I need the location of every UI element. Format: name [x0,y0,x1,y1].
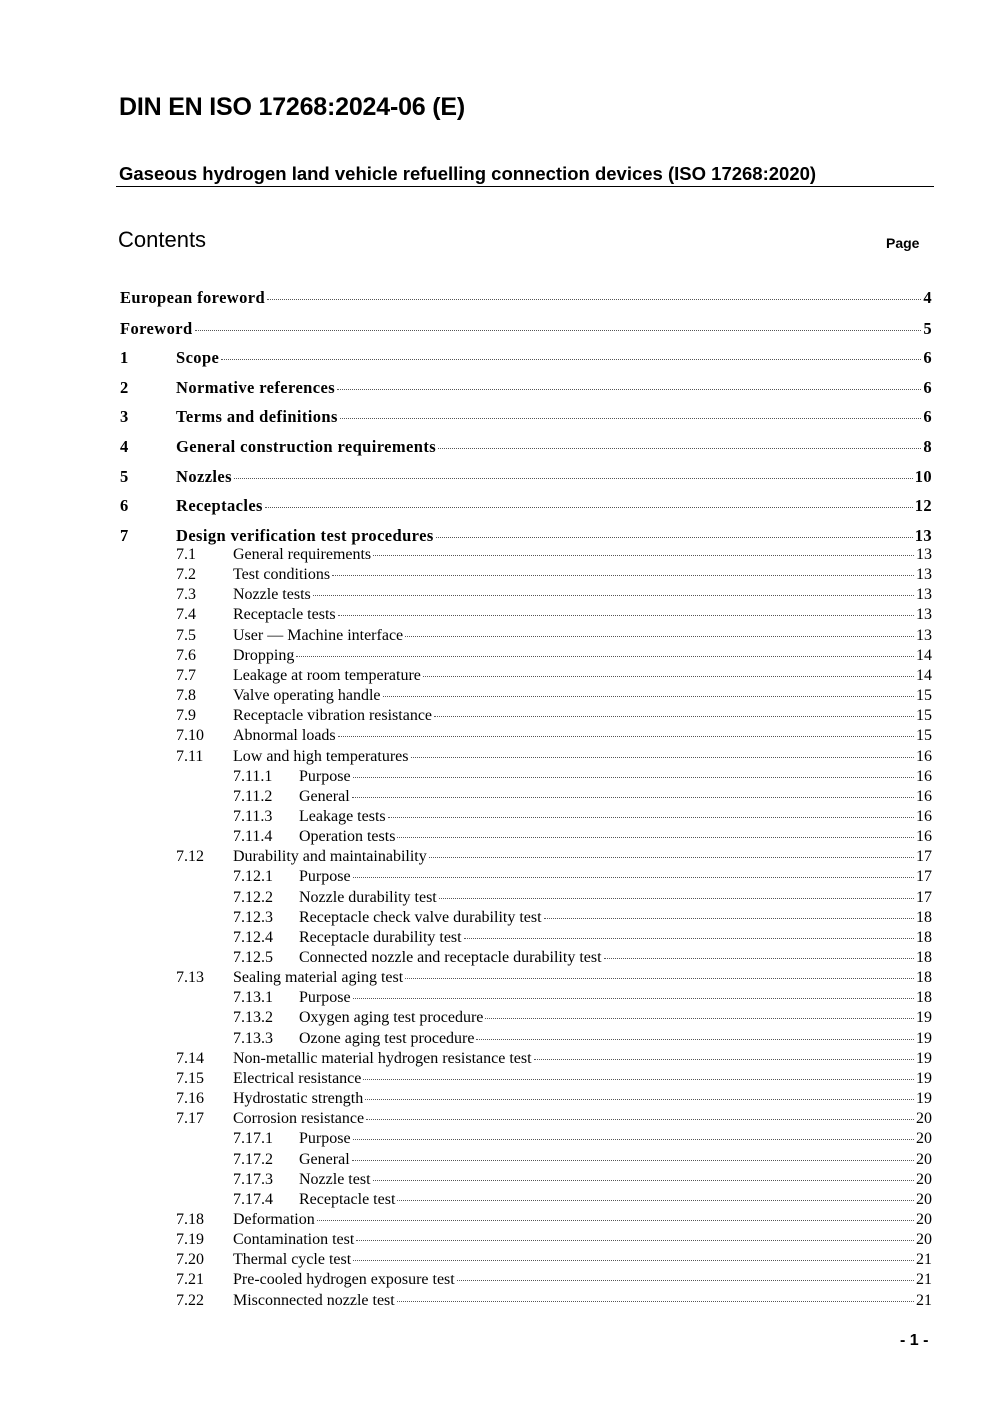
toc-entry[interactable] [233,868,932,886]
dot-leader [265,507,913,508]
toc-entry-title: Receptacle vibration resistance [233,707,433,725]
toc-entry-title: General requirements [233,546,372,563]
toc-entry[interactable] [233,1029,932,1048]
dot-leader [439,898,914,899]
toc-entry[interactable] [176,566,932,584]
toc-entry-number: 6 [120,496,129,515]
toc-entry[interactable] [233,888,932,907]
toc-entry-title: Sealing material aging test [233,969,404,987]
toc-entry-number: 3 [120,407,129,426]
toc-entry-page: 16 [916,787,932,805]
toc-entry[interactable] [120,526,932,546]
toc-entry[interactable] [176,1069,932,1088]
toc-entry-title: Hydrostatic strength [233,1090,364,1108]
toc-entry-number: 7.2 [176,566,196,584]
toc-entry-number: 7.12.2 [233,888,273,906]
toc-entry-title: General [299,1150,350,1168]
toc-entry[interactable] [176,586,932,604]
toc-entry-page: 19 [916,1090,932,1108]
toc-entry-title: General [299,787,350,805]
toc-entry[interactable] [176,969,932,987]
document-subtitle: Gaseous hydrogen land vehicle refuelling connection devices (ISO 17268:2020) [119,163,817,184]
toc-entry-title: Purpose [299,989,351,1007]
toc-entry-title: Abnormal loads [233,727,336,745]
toc-entry-title: Terms and definitions [176,407,338,426]
toc-entry-title: Connected nozzle and receptacle durability test [299,949,602,966]
toc-entry-page: 21 [916,1291,932,1309]
toc-entry-number: 5 [120,467,129,486]
toc-entry-page: 15 [916,707,932,725]
toc-entry-number: 7.11.1 [233,767,273,785]
toc-entry-page: 20 [916,1150,932,1168]
toc-entry-title: Dropping [233,646,295,664]
toc-entry-page: 21 [916,1271,932,1289]
toc-entry-title: Oxygen aging test procedure [299,1009,484,1027]
dot-leader [337,389,921,390]
toc-entry[interactable] [233,1170,932,1189]
toc-entry-number: 7.13.2 [233,1009,273,1027]
toc-entry-page: 20 [916,1130,932,1148]
toc-entry[interactable] [233,1009,932,1027]
toc-entry-title: Normative references [176,378,336,397]
toc-entry[interactable] [233,807,932,826]
dot-leader [405,636,914,637]
toc-entry-number: 7.18 [176,1210,204,1228]
dot-leader [296,656,914,657]
toc-entry[interactable] [233,1130,932,1148]
toc-entry-page: 13 [916,626,932,644]
toc-entry-title: Nozzle durability test [299,888,437,906]
toc-entry-number: 7.21 [176,1271,204,1289]
dot-leader [365,1099,914,1100]
toc-entry-number: 7.11.4 [233,828,273,846]
toc-entry-title: Pre-cooled hydrogen exposure test [233,1271,455,1289]
toc-entry-number: 7.9 [176,707,196,725]
dot-leader [438,448,921,449]
toc-entry-page: 13 [916,566,932,584]
toc-entry[interactable] [176,1110,932,1128]
toc-entry-number: 7.17.2 [233,1150,273,1168]
toc-entry-page: 15 [916,687,932,705]
toc-entry-title: Electrical resistance [233,1069,362,1087]
toc-entry[interactable] [176,1231,932,1249]
toc-entry-number: 7.17 [176,1110,204,1128]
toc-entry[interactable] [233,989,932,1007]
toc-entry-title: Design verification test procedures [176,526,434,545]
toc-entry-page: 8 [923,437,932,456]
toc-entry[interactable] [233,1190,932,1209]
toc-entry-page: 12 [914,496,932,515]
toc-entry-title: Scope [176,348,220,367]
toc-entry-title: Low and high temperatures [233,747,409,765]
toc-entry[interactable] [120,288,932,308]
toc-entry-page: 18 [916,989,932,1007]
toc-entry[interactable] [176,646,932,665]
toc-entry-number: 7 [120,526,129,545]
dot-leader [397,1301,914,1302]
toc-entry-page: 20 [916,1110,932,1128]
toc-entry[interactable] [233,908,932,927]
toc-entry[interactable] [120,496,932,516]
dot-leader [485,1018,914,1019]
toc-entry-title: European foreword [120,288,266,307]
toc-entry-number: 4 [120,437,129,456]
toc-entry[interactable] [176,606,932,624]
dot-leader [534,1059,914,1060]
toc-entry-number: 7.13 [176,969,204,987]
toc-entry-title: Receptacle check valve durability test [299,908,542,926]
toc-entry-page: 14 [916,646,932,664]
toc-entry-number: 7.3 [176,586,196,604]
toc-entry-page: 18 [916,969,932,987]
dot-leader [544,918,914,919]
toc-entry-page: 16 [916,767,932,785]
toc-entry[interactable] [176,666,932,685]
dot-leader [397,1200,914,1201]
dot-leader [366,1119,914,1120]
toc-entry[interactable] [120,378,932,398]
toc-entry-number: 7.14 [176,1049,204,1067]
toc-entry-number: 7.20 [176,1251,204,1269]
toc-entry-page: 21 [916,1251,932,1269]
dot-leader [373,555,914,556]
toc-entry-number: 7.11 [176,747,204,765]
toc-entry-page: 6 [923,348,932,367]
toc-entry-page: 6 [923,378,932,397]
dot-leader [397,837,914,838]
toc-entry-page: 19 [916,1029,932,1047]
toc-entry-number: 7.1 [176,546,196,563]
toc-entry[interactable] [176,1049,932,1068]
dot-leader [340,418,922,419]
toc-entry-number: 7.12.5 [233,949,273,966]
toc-entry-number: 7.10 [176,727,204,745]
toc-entry[interactable] [176,546,932,564]
dot-leader [434,716,914,717]
dot-leader [436,537,913,538]
toc-entry[interactable] [176,1210,932,1229]
toc-entry-title: Leakage tests [299,807,386,825]
toc-entry-page: 17 [916,848,932,866]
toc-entry-page: 20 [916,1190,932,1208]
toc-entry-title: Durability and maintainability [233,848,427,866]
dot-leader [363,1079,914,1080]
toc-entry-title: Purpose [299,1130,351,1148]
toc-entry[interactable] [176,1090,932,1108]
toc-entry-page: 19 [916,1069,932,1087]
dot-leader [604,958,914,959]
dot-leader [388,817,914,818]
toc-entry-title: Deformation [233,1210,315,1228]
dot-leader [313,595,914,596]
dot-leader [373,1180,914,1181]
toc-entry[interactable] [176,1291,932,1310]
contents-heading: Contents [118,227,207,252]
toc-entry-page: 15 [916,727,932,745]
toc-entry-title: Receptacles [176,496,263,515]
toc-entry-number: 7.13.1 [233,989,273,1007]
dot-leader [352,1160,914,1161]
toc-entry-title: Operation tests [299,828,396,846]
dot-leader [353,1260,914,1261]
toc-entry-page: 20 [916,1170,932,1188]
toc-entry-page: 20 [916,1231,932,1249]
dot-leader [332,575,914,576]
toc-entry-number: 7.6 [176,646,196,664]
toc-entry-number: 7.22 [176,1291,204,1309]
toc-entry-title: General construction requirements [176,437,437,456]
toc-entry-number: 7.17.3 [233,1170,273,1188]
toc-entry-page: 19 [916,1049,932,1067]
toc-entry-number: 7.17.4 [233,1190,273,1208]
dot-leader [353,777,914,778]
toc-entry-number: 7.4 [176,606,196,624]
toc-entry-title: Misconnected nozzle test [233,1291,395,1309]
toc-entry-title: Purpose [299,767,351,785]
dot-leader [353,877,914,878]
toc-entry[interactable] [120,467,932,487]
dot-leader [405,978,914,979]
toc-entry-page: 19 [916,1009,932,1027]
dot-leader [411,757,915,758]
toc-entry-number: 1 [120,348,129,367]
toc-entry-number: 7.11.2 [233,787,273,805]
toc-entry[interactable] [176,687,932,705]
toc-entry-title: Valve operating handle [233,687,381,705]
toc-entry-title: Nozzle test [299,1170,371,1188]
dot-leader [457,1280,914,1281]
toc-entry-page: 13 [916,606,932,624]
toc-entry-page: 13 [916,546,932,563]
toc-entry-number: 7.17.1 [233,1130,273,1148]
toc-entry-page: 18 [916,928,932,946]
dot-leader [352,797,914,798]
toc-entry-page: 6 [923,407,932,426]
toc-entry-number: 7.12.4 [233,928,273,946]
toc-entry[interactable] [233,787,932,806]
toc-entry[interactable] [233,767,932,786]
dot-leader [338,615,914,616]
toc-entry-title: Non-metallic material hydrogen resistance test [233,1049,532,1067]
dot-leader [353,1139,914,1140]
toc-entry-number: 2 [120,378,129,397]
toc-entry[interactable] [176,848,932,866]
toc-entry-page: 13 [916,586,932,604]
dot-leader [221,359,921,360]
toc-entry[interactable] [120,348,932,368]
toc-entry-title: Receptacle tests [233,606,336,624]
toc-entry-number: 7.12.1 [233,868,273,886]
toc-entry-page: 20 [916,1210,932,1228]
toc-entry-title: Nozzles [176,467,232,486]
document-title: DIN EN ISO 17268:2024-06 (E) [119,93,465,121]
toc-entry-number: 7.11.3 [233,807,273,825]
dot-leader [195,330,922,331]
toc-entry-page: 13 [914,526,932,545]
toc-entry-page: 16 [916,828,932,846]
dot-leader [353,998,914,999]
toc-entry[interactable] [120,407,932,427]
toc-entry-number: 7.12.3 [233,908,273,926]
toc-entry-title: Ozone aging test procedure [299,1029,475,1047]
page-number: - 1 - [900,1332,929,1349]
toc-entry[interactable] [176,626,932,645]
toc-entry-title: Foreword [120,319,193,338]
dot-leader [267,299,921,300]
dot-leader [476,1039,914,1040]
dot-leader [464,938,914,939]
toc-entry[interactable] [176,727,932,745]
toc-entry[interactable] [120,319,932,339]
toc-entry-title: Receptacle durability test [299,928,462,946]
toc-entry-title: Purpose [299,868,351,886]
toc-entry-title: Leakage at room temperature [233,666,421,684]
toc-entry-title: Corrosion resistance [233,1110,365,1128]
toc-entry[interactable] [233,1150,932,1169]
toc-entry[interactable] [176,1251,932,1269]
page-column-heading: Page [886,235,920,251]
toc-entry-page: 17 [916,868,932,886]
toc-entry[interactable] [176,1271,932,1289]
dot-leader [317,1220,914,1221]
dot-leader [383,696,915,697]
toc-entry-number: 7.5 [176,626,196,644]
dot-leader [429,857,914,858]
toc-entry-number: 7.15 [176,1069,204,1087]
toc-entry-page: 18 [916,949,932,966]
toc-entry-page: 4 [923,288,932,307]
toc-entry-number: 7.16 [176,1090,204,1108]
toc-entry-title: Contamination test [233,1231,355,1249]
toc-entry-page: 16 [916,807,932,825]
toc-entry-number: 7.12 [176,848,204,866]
toc-entry[interactable] [233,928,932,947]
toc-entry-title: Thermal cycle test [233,1251,352,1269]
toc-entry-page: 16 [916,747,932,765]
toc-entry-page: 14 [916,666,932,684]
toc-entry[interactable] [233,949,932,967]
toc-entry-title: Nozzle tests [233,586,311,604]
toc-entry-page: 18 [916,908,932,926]
toc-entry-number: 7.13.3 [233,1029,273,1047]
toc-entry-title: Test conditions [233,566,331,584]
dot-leader [423,676,914,677]
toc-entry[interactable] [176,747,932,766]
toc-entry-page: 10 [914,467,932,486]
toc-entry-number: 7.7 [176,666,196,684]
dot-leader [356,1240,914,1241]
toc-entry-page: 5 [923,319,932,338]
toc-entry-number: 7.8 [176,687,196,705]
toc-entry[interactable] [120,437,932,457]
toc-entry-title: Receptacle test [299,1190,396,1208]
toc-entry-number: 7.19 [176,1231,204,1249]
dot-leader [234,478,913,479]
toc-entry[interactable] [176,707,932,725]
toc-entry-page: 17 [916,888,932,906]
toc-entry[interactable] [233,828,932,846]
toc-entry-title: User — Machine interface [233,626,404,644]
dot-leader [338,736,914,737]
